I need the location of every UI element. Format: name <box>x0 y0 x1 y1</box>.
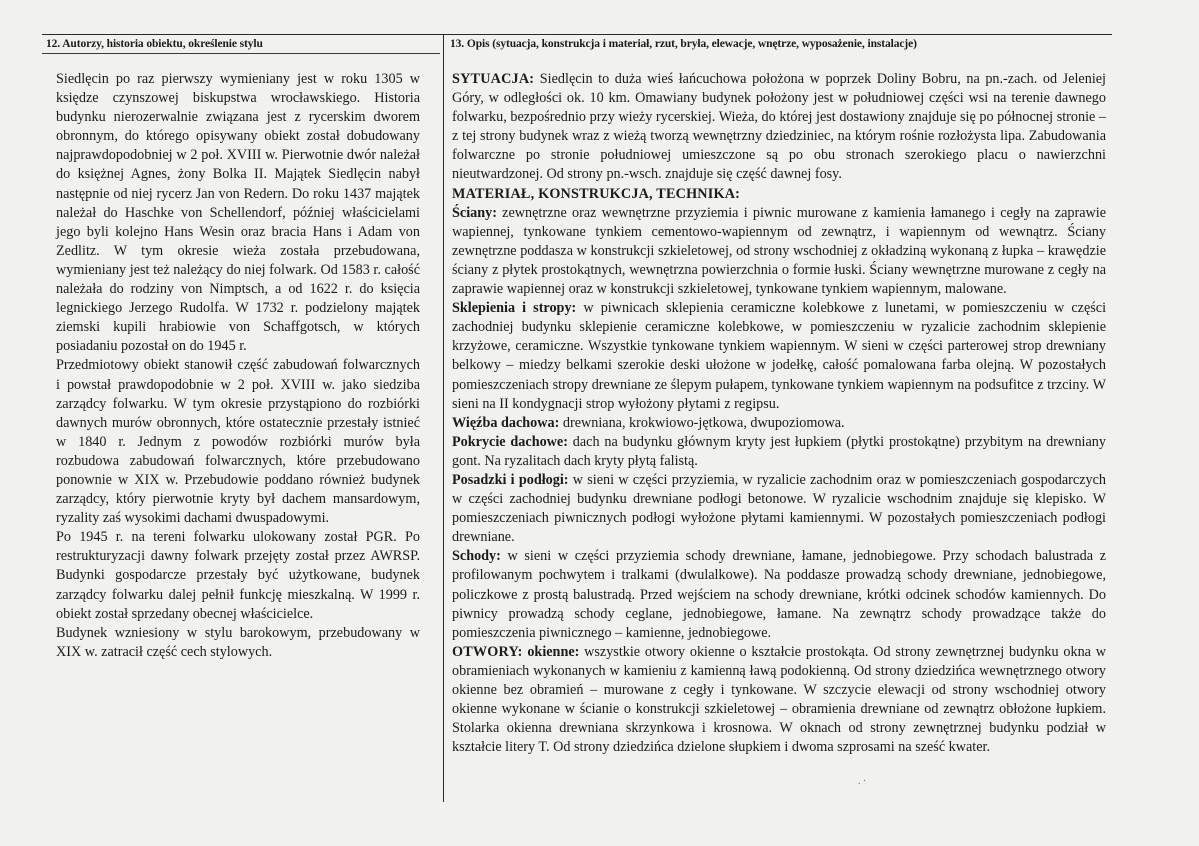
material-heading: MATERIAŁ, KONSTRUKCJA, TECHNIKA: <box>452 185 741 202</box>
stairs-label: Schody: <box>452 548 501 565</box>
column-divider <box>443 34 444 802</box>
vaults-label: Sklepienia i stropy: <box>452 300 577 317</box>
history-paragraph: Budynek wzniesiony w stylu barokowym, przebudowany w XIX w. zatracił część cech stylowych. <box>56 624 420 660</box>
openings-text: wszystkie otwory okienne o kształcie prostokąta. Od strony zewnętrznej budynku okna w obramieniach wykonanych w kamieniu z kamienną ławą podokienną. Od strony dziedzińca wewnętrznego otwory okienne bez obramień – murowane z cegły i tynkowane. W szczycie elewacji od strony wschodniej otwory okienne wykonane w ścianie o konstrukcji szkieletowej – obramienia drewniane od zewnątrz obłożone łupkiem. Stolarka okienna drewniana skrzynkowa i krosnowa. W oknach od strony zewnętrznej budynku podział w kształcie litery T. Od strony dziedzińca dzielone słupkiem i dwoma szprosami na sześć kwater. <box>452 643 1106 756</box>
openings-label: OTWORY: <box>452 643 523 660</box>
stairs-section <box>452 547 1106 642</box>
situation-label: SYTUACJA: <box>452 71 535 87</box>
vaults-section <box>452 299 1106 414</box>
openings-sublabel: okienne: <box>522 643 580 660</box>
history-paragraph: Po 1945 r. na tereni folwarku ulokowany został PGR. Po restrukturyzacji dawny folwark przejęty został przez AWRSP. Budynki gospodarcze przestały być użytkowane, budynek zarządcy folwarku dalej pełnił funkcję mieszkalną. W 1999 r. obiekt został sprzedany obecnej właścicielce. <box>56 529 420 622</box>
walls-section <box>452 204 1106 299</box>
left-column-heading: 12. Autorzy, historia obiektu, określenie stylu <box>46 38 263 50</box>
walls-text: zewnętrzne oraz wewnętrzne przyziemia i piwnic murowane z kamienia łamanego i cegły na zaprawie wapiennej, tynkowane tynkiem cementowo-wapiennym od zewnątrz, i wapiennym od wewnątrz. Ściany zewnętrzne poddasza w konstrukcji szkieletowej, od strony wschodniej z okładziną wykonaną z łupka – krawędzie ściany z płytek prostokątnych, wewnętrzna powierzchnia o formie łuski. Ściany wewnętrzne murowane z cegły na zaprawie wapiennej oraz w konstrukcji szkieletowej, tynkowane tynkiem wapiennym, malowane. <box>452 204 1106 298</box>
history-paragraph: Przedmiotowy obiekt stanowił część zabudowań folwarcznych i powstał prawdopodobnie w 2 poł. XVIII w. jako siedziba zarządcy folwarku. W tym okresie przystąpiono do rozbiórki dawnych murów obronnych, które ostatecznie przestały istnieć w 1840 r. Jednym z powodów rozbiórki murów była rozbudowa zabudowań folwarcznych, które przebudowano ponownie w XIX w. Przebudowie poddano również budynek zarządcy, który pierwotnie kryty był dachem mansardowym, ryzality zaś wysokimi dachami dwuspadowymi. <box>56 357 420 527</box>
floors-text: w sieni w części przyziemia, w ryzalicie zachodnim oraz w pomieszczeniach gospodarczych w części zachodniej budynku drewniane podłogi betonowe. W ryzalicie wschodnim znajduje się klepisko. W pomieszczeniach piwnicznych podłogi wyłożone płytami kamiennymi. W pozostałych pomieszczeniach podłogi drewniane. <box>452 471 1106 546</box>
roofing-label: Pokrycie dachowe: <box>452 433 568 450</box>
floors-label: Posadzki i podłogi: <box>452 471 569 488</box>
history-paragraph: Siedlęcin po raz pierwszy wymieniany jest w roku 1305 w księdze czynszowej biskupstwa wrocławskiego. Historia budynku nierozerwalnie związana jest z rycerskim dworem obronnym, do którego opisywany obiekt został dobudowany najprawdopodobniej w 2 poł. XVIII w. Pierwotnie dwór należał do księżnej Agnes, żony Bolka II. Majątek Siedlęcin nabył następnie od niej rycerz Jan von Redern. Do roku 1437 majątek należał do Haschke von Schellendorf, później właścicielami jego byli kolejno Hans Wesin oraz bracia Hans i Adam von Zedlitz. W tym okresie wieża została przebudowana, wymieniany jest też należący do niej folwark. Od 1583 r. całość należała do rodziny von Nimptsch, a od 1622 r. do księcia legnickiego Jerzego Rudolfa. W 1732 r. podzielony majątek ziemski kupili hrabiowie von Schaffgotsch, w których posiadaniu pozostał on do 1945 r. <box>56 71 420 355</box>
roof-truss-section <box>452 414 1106 433</box>
roof-truss-label: Więźba dachowa: <box>452 414 560 431</box>
vaults-text: w piwnicach sklepienia ceramiczne kolebkowe z lunetami, w pomieszczeniu w części zachodniej budynku sklepienie ceramiczne kolebkowe, w pomieszczeniu w ryzalicie zachodnim sklepienie krzyżowe, ceramiczne. Wszystkie tynkowane tynkiem wapiennym. W sieni w części parterowej strop drewniany belkowy – miedzy belkami szerokie deski ułożone w jodełkę, całość pomalowana farba olejną. W pozostałych pomieszczeniach stropy drewniane ze ślepym pułapem, tynkowane tynkiem wapiennym na podsufitce z trzciny. W sieni na II kondygnacji strop wyłożony płytami z regipsu. <box>452 300 1107 412</box>
walls-label: Ściany: <box>452 204 497 221</box>
scan-speck: . · <box>858 776 867 787</box>
situation-section <box>452 70 1106 185</box>
roofing-section <box>452 433 1106 471</box>
roof-truss-text: drewniana, krokwiowo-jętkowa, dwupoziomowa. <box>559 414 845 431</box>
floors-section <box>452 471 1106 547</box>
situation-text: Siedlęcin to duża wieś łańcuchowa położona w poprzek Doliny Bobru, na pn.-zach. od Jeleniej Góry, w odległości ok. 10 km. Omawiany budynek położony jest w południowej części wsi na terenie dawnego folwarku, bezpośrednio przy wieży rycerskiej. Wieża, do której jest dostawiony znajduje się po północnej stronie – z tej strony budynek wraz z wieżą tworzą wewnętrzny dziedziniec, na którym rośnie rozłożysta lipa. Zabudowania folwarczne po stronie południowej umieszczone są po obu stronach szerokiego placu o nawierzchni nieutwardzonej. Od strony pn.-wsch. znajduje się część dawnej fosy. <box>452 71 1106 183</box>
stairs-text: w sieni w części przyziemia schody drewniane, łamane, jednobiegowe. Przy schodach balustrada z profilowanym pochwytem i tralkami (dwulalkowe). Na poddasze prowadzą schody drewniane, jednobiegowe, policzkowe z prostą balustradą. Przed wejściem na schody drewniane, krótki odcinek schodów kamiennych. Do piwnicy prowadzą schody ceglane, jednobiegowe, łamane. Na zewnątrz schody prowadzące także do pomieszczenia piwnicznego – kamienne, jednobiegowe. <box>452 548 1106 641</box>
history-column <box>56 70 420 662</box>
header-underline <box>42 53 440 54</box>
top-rule <box>42 34 1112 35</box>
openings-section <box>452 643 1106 758</box>
description-column <box>452 70 1106 757</box>
right-column-heading: 13. Opis (sytuacja, konstrukcja i materiał, rzut, bryła, elewacje, wnętrze, wyposażenie, instalacje) <box>450 38 917 50</box>
roofing-text: dach na budynku głównym kryty jest łupkiem (płytki prostokątne) przybitym na drewniany gont. Na ryzalitach dach kryty płytą falistą. <box>452 433 1106 469</box>
